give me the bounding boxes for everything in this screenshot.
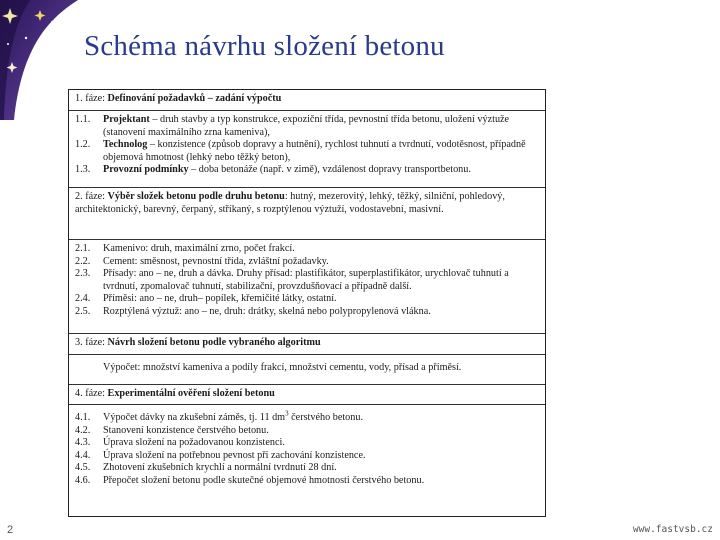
item-number: 2.3. bbox=[75, 268, 91, 280]
item-text: Kamenivo: druh, maximální zrno, počet frakcí. bbox=[103, 243, 295, 254]
phase3-body bbox=[69, 355, 545, 385]
phase3-text: Výpočet: množství kameniva a podíly frakcí, množství cementu, vody, přísad a příměsí. bbox=[103, 362, 462, 373]
list-item bbox=[75, 243, 539, 256]
item-number: 2.2. bbox=[75, 255, 91, 267]
item-text: Příměsi: ano – ne, druh– popílek, křemičité látky, ostatní. bbox=[103, 293, 337, 305]
footer-url: www.fastvsb.cz bbox=[632, 524, 713, 535]
phase2-header bbox=[69, 188, 545, 240]
list-item bbox=[75, 437, 539, 450]
item-number: 2.4. bbox=[75, 293, 91, 305]
list-item bbox=[75, 462, 539, 475]
item-number: 4.5. bbox=[75, 462, 91, 474]
phase1-header bbox=[69, 90, 545, 111]
phase3-header bbox=[69, 334, 545, 355]
item-text: Rozptýlená výztuž: ano – ne, druh: drátky, skelná nebo polypropylenová vlákna. bbox=[103, 305, 431, 317]
list-item bbox=[75, 268, 539, 293]
scanned-schema-table bbox=[68, 89, 546, 517]
item-number: 4.4. bbox=[75, 449, 91, 461]
item-superscript: 3 bbox=[285, 409, 289, 418]
item-rest: – druh stavby a typ konstrukce, expoziční třída, pevnostní třída betonu, uložení výztuže (stanovení maximálního zrna kameniva), bbox=[103, 114, 510, 138]
phase4-items bbox=[69, 405, 545, 516]
item-text: Přepočet složení betonu podle skutečné objemové hmotnosti čerstvého betonu. bbox=[103, 474, 425, 486]
phase4-prefix: 4. fáze: bbox=[75, 388, 108, 399]
item-text bbox=[103, 114, 539, 139]
item-text: Úprava složení na potřebnou pevnost při zachování konzistence. bbox=[103, 449, 366, 461]
phase2-text: : hutný, mezerovitý, lehký, těžký, silniční, pohledový, architektonický, barevný, čerpaný, stříkaný, s rozptýlenou výztuží, vodostavební, masivní. bbox=[75, 191, 505, 215]
item-number: 4.6. bbox=[75, 474, 91, 486]
item-number: 4.3. bbox=[75, 437, 91, 449]
item-number: 1.2. bbox=[75, 139, 91, 151]
page-number: 2 bbox=[7, 524, 14, 536]
list-item bbox=[75, 114, 539, 139]
list-item bbox=[75, 306, 539, 319]
item-text: Stanovení konzistence čerstvého betonu. bbox=[103, 424, 269, 436]
phase4-title: Experimentální ověření složení betonu bbox=[107, 388, 275, 399]
phase4-header bbox=[69, 385, 545, 405]
list-item bbox=[75, 425, 539, 438]
item-text: Přísady: ano – ne, druh a dávka. Druhy přísad: plastifikátor, superplastifikátor, urychlovač tuhnutí a tvrdnutí, zpomalovač tuhnutí, stabilizační, provzdušňovací a případně další. bbox=[103, 268, 509, 292]
item-rest: – doba betonáže (např. v zimě), vzdálenost dopravy transportbetonu. bbox=[188, 164, 471, 176]
item-bold: Projektant bbox=[103, 114, 150, 125]
item-text: Zhotovení zkušebních krychlí a normální tvrdnutí 28 dní. bbox=[103, 462, 337, 474]
item-rest: – konzistence (způsob dopravy a hutnění), rychlost tuhnutí a tvrdnutí, vodotěsnost, případně objemová hmotnost (lehký nebo těžký beton), bbox=[103, 139, 526, 163]
item-bold: Provozní podmínky bbox=[103, 164, 189, 176]
item-number: 2.5. bbox=[75, 305, 91, 317]
list-item bbox=[75, 139, 539, 164]
item-number: 1.1. bbox=[75, 114, 91, 125]
item-text: Úprava složení na požadovanou konzistenci. bbox=[103, 437, 285, 449]
phase2-items bbox=[69, 240, 545, 334]
item-text: Cement: směsnost, pevnostní třída, zvláštní požadavky. bbox=[103, 255, 329, 267]
phase2-prefix: 2. fáze: bbox=[75, 191, 108, 202]
list-item bbox=[75, 293, 539, 306]
item-text bbox=[103, 139, 539, 164]
phase2-title: Výběr složek betonu podle druhu betonu bbox=[107, 191, 285, 202]
list-item bbox=[75, 408, 539, 425]
item-number: 4.2. bbox=[75, 424, 91, 436]
list-item bbox=[75, 164, 539, 177]
item-text bbox=[103, 164, 539, 177]
item-number: 2.1. bbox=[75, 243, 91, 254]
item-number: 1.3. bbox=[75, 164, 91, 176]
item-text-end: čerstvého betonu. bbox=[288, 412, 364, 423]
item-text bbox=[103, 409, 539, 425]
item-bold: Technolog bbox=[103, 139, 148, 151]
list-item bbox=[75, 450, 539, 463]
phase1-prefix: 1. fáze: bbox=[75, 93, 108, 104]
item-number: 4.1. bbox=[75, 412, 91, 423]
phase1-items bbox=[69, 111, 545, 188]
phase3-title: Návrh složení betonu podle vybraného algoritmu bbox=[107, 337, 321, 348]
phase1-title: Definování požadavků – zadání výpočtu bbox=[107, 93, 282, 104]
item-text-main: Výpočet dávky na zkušební záměs, tj. 11 dm bbox=[103, 412, 286, 423]
list-item bbox=[75, 475, 539, 488]
slide-title: Schéma návrhu složení betonu bbox=[84, 30, 445, 62]
list-item bbox=[75, 256, 539, 269]
phase3-prefix: 3. fáze: bbox=[75, 337, 108, 348]
